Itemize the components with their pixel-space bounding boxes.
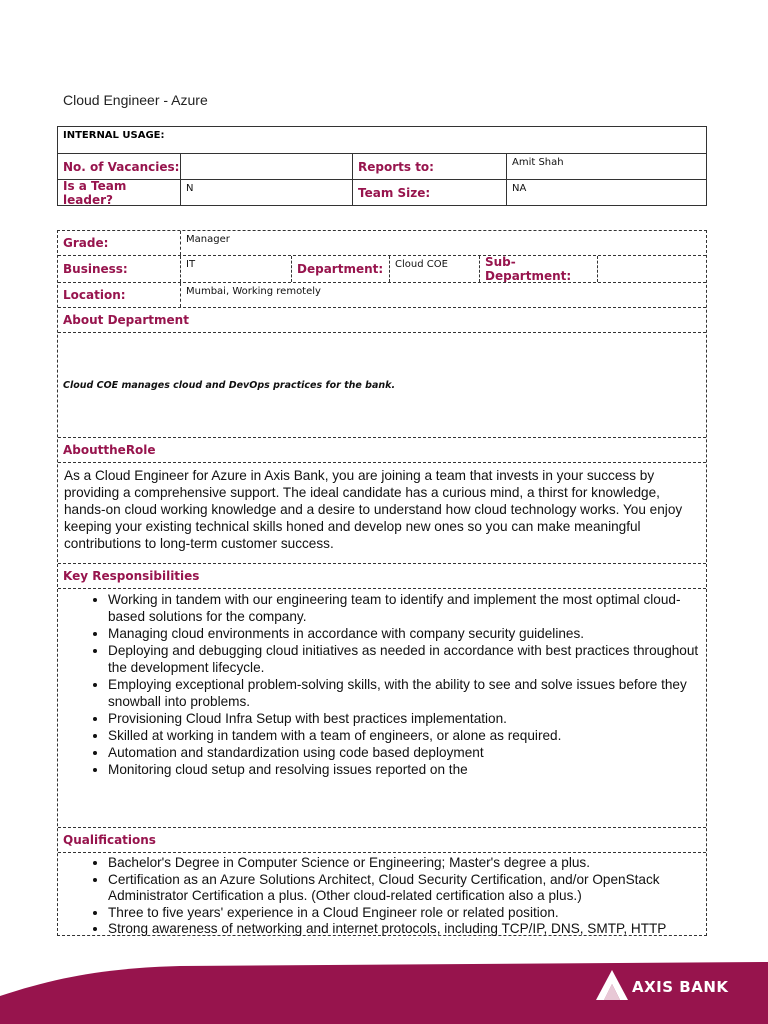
job-details-table [57,230,707,936]
team-leader-row [58,179,706,205]
department-value: Cloud COE [389,256,479,282]
axis-logo-icon [596,970,628,1000]
about-department-body-row [58,332,706,437]
location-label: Location: [63,288,126,302]
about-department-text: Cloud COE manages cloud and DevOps practices for the bank. [63,379,396,391]
qualifications-list [58,855,700,938]
team-size-label: Team Size: [352,180,506,205]
responsibilities-heading: Key Responsibilities [63,569,200,583]
sub-department-label: Sub-Department: [479,256,597,282]
about-department-heading: About Department [63,313,189,327]
qualifications-heading: Qualifications [63,833,156,847]
list-item: • Three to five years' experience in a Cloud Engineer role or related position. [108,905,700,922]
internal-usage-row [58,127,706,153]
about-role-heading: AbouttheRole [63,443,156,457]
list-item: • Employing exceptional problem-solving skills, with the ability to see and solve issues before they snowball into problems. [108,676,700,710]
list-item: • Automation and standardization using code based deployment [108,744,700,761]
grade-label: Grade: [63,236,109,250]
list-item: • Skilled at working in tandem with a team of engineers, or alone as required. [108,727,700,744]
sub-department-value [597,256,706,282]
list-item: • Strong awareness of networking and internet protocols, including TCP/IP, DNS, SMTP, HTTP [108,921,700,938]
list-item: • Bachelor's Degree in Computer Science or Engineering; Master's degree a plus. [108,855,700,872]
location-value: Mumbai, Working remotely [180,283,706,307]
vacancies-label: No. of Vacancies: [63,159,180,174]
list-item: • Provisioning Cloud Infra Setup with best practices implementation. [108,710,700,727]
brand-name: AXIS BANK [632,978,729,996]
list-item: • Certification as an Azure Solutions Architect, Cloud Security Certification, and/or OpenStack Administrator Certification a plus. (Other cloud-related certification also a plus.) [108,872,700,905]
about-department-head-row [58,307,706,332]
business-value: IT [180,256,291,282]
qualifications-body-row [58,852,706,935]
about-role-body-row [58,462,706,563]
internal-usage-heading: INTERNAL USAGE: [63,130,165,141]
reports-to-value: Amit Shah [506,154,706,179]
list-item: • Managing cloud environments in accordance with company security guidelines. [108,625,700,642]
team-size-value: NA [506,180,706,205]
grade-row [58,231,706,255]
responsibilities-head-row [58,563,706,588]
team-leader-value: N [180,180,352,205]
business-row [58,255,706,282]
grade-value: Manager [180,231,706,255]
list-item: • Working in tandem with our engineering team to identify and implement the most optimal cloud-based solutions for the company. [108,591,700,625]
document-title: Cloud Engineer - Azure [63,92,208,108]
responsibilities-list [58,591,700,778]
internal-usage-table [57,126,707,206]
list-item: • Monitoring cloud setup and resolving issues reported on the [108,761,700,778]
reports-to-label: Reports to: [352,154,506,179]
vacancies-value [180,154,352,179]
list-item: • Deploying and debugging cloud initiatives as needed in accordance with best practices throughout the development lifecycle. [108,642,700,676]
team-leader-label: Is a Team leader? [63,180,127,205]
about-role-text: As a Cloud Engineer for Azure in Axis Bank, you are joining a team that invests in your success by providing a comprehensive support. The ideal candidate has a curious mind, a thirst for knowledge, hands-on cloud working knowledge and a desire to understand how cloud technology works. You enjoy keeping your existing technical skills honed and develop new ones so you can make meaningful contributions to long-term customer success. [64,468,683,551]
department-label: Department: [291,256,389,282]
business-label: Business: [63,262,128,276]
responsibilities-body-row [58,588,706,827]
qualifications-head-row [58,827,706,852]
about-role-head-row [58,437,706,462]
vacancies-row [58,153,706,179]
location-row [58,282,706,307]
